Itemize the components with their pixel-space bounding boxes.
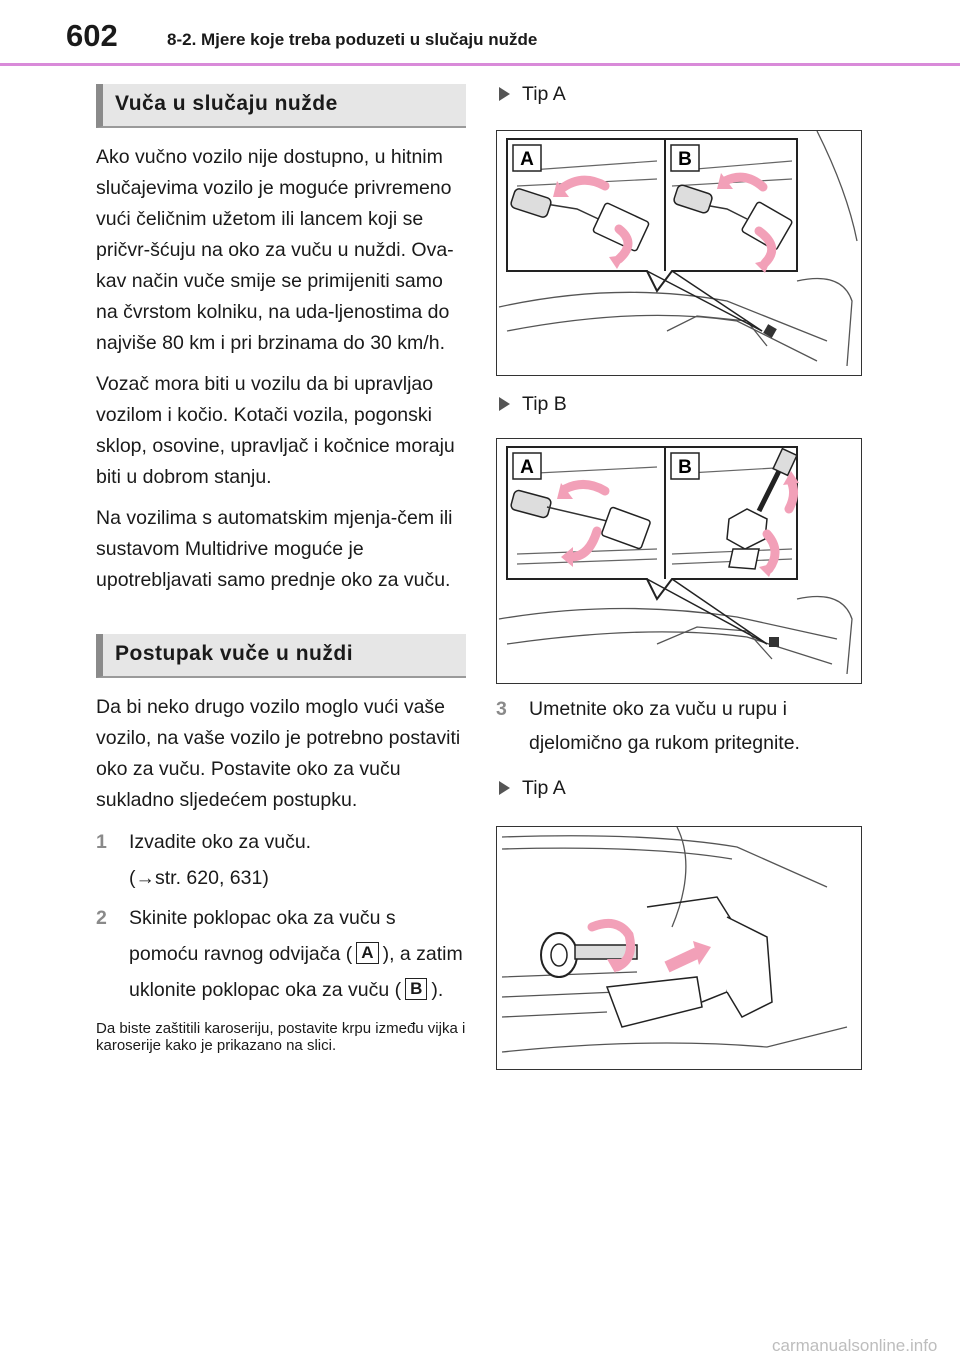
illustration-bumper-cover-b (497, 439, 860, 682)
step-text-b: ), a zatim uklonite poklopac oka za vuču ( (129, 943, 463, 1001)
page-reference: (→str. 620, 631) (129, 867, 269, 889)
paragraph-automatic-transmission: Na vozilima s automatskim mjenja-čem ili sustavom Multidrive moguće je upotrebljavati samo prednje oko za vuču. (96, 507, 453, 591)
paragraph-driver-requirement: Vozač mora biti u vozilu da bi upravljao vozilom i kočio. Kotači vozila, pogonski sklop, osovine, upravljač i kočnice moraju biti u dobrom stanju. (96, 373, 455, 488)
figure-label-a: A (520, 149, 534, 170)
illustration-towing-eye-insertion (497, 827, 860, 1068)
header-divider (0, 63, 960, 66)
figure-label-a: A (520, 457, 534, 478)
tip-a-heading-2: Tip A (496, 774, 866, 802)
step-text-a: Skinite poklopac oka za vuču s pomoću ravnog odvijača ( (129, 907, 396, 965)
tip-a-heading: Tip A (496, 80, 866, 108)
triangle-bullet-icon (499, 397, 510, 411)
figure-label-b: B (678, 149, 692, 170)
step-2 (96, 900, 466, 1008)
label-b-box: B (405, 978, 427, 1000)
triangle-bullet-icon (499, 87, 510, 101)
step-number: 1 (96, 831, 107, 853)
triangle-bullet-icon (499, 781, 510, 795)
figure-label-b: B (678, 457, 692, 478)
tip-b-heading: Tip B (496, 390, 866, 418)
chapter-title: 8-2. Mjere koje treba poduzeti u slučaju nužde (167, 30, 538, 49)
section-heading-towing-procedure (96, 634, 466, 678)
step-text: Umetnite oko za vuču u rupu i djelomično ga rukom pritegnite. (529, 698, 800, 754)
illustration-bumper-cover (497, 131, 860, 374)
step-text: Izvadite oko za vuču. (129, 831, 312, 853)
section-heading-text: Vuča u slučaju nužde (115, 92, 338, 115)
section-heading-text: Postupak vuče u nuždi (115, 642, 354, 665)
section-heading-emergency-towing (96, 84, 466, 128)
figure-tip-a-cover-removal (496, 130, 862, 376)
step-1 (96, 824, 466, 896)
step-3 (496, 692, 866, 760)
left-column (96, 84, 466, 1054)
step-number: 3 (496, 698, 507, 720)
figure-tip-b-cover-removal (496, 438, 862, 684)
protection-note: Da biste zaštitili karoseriju, postavite krpu između vijka i karoserije kako je prikazano na slici. (96, 1020, 466, 1054)
figure-tip-a-eye-insertion (496, 826, 862, 1070)
paragraph-towing-intro: Ako vučno vozilo nije dostupno, u hitnim slučajevima vozilo je moguće privremeno vući čeličnim užetom ili lancem koji se pričvr-šćuju na oko za vuču u nuždi. Ova-kav način vuče smije se primijeniti samo na čvrstom kolniku, na uda-ljenostima do najviše 80 km i pri brzinama do 30 km/h. (96, 146, 454, 354)
step-number: 2 (96, 907, 107, 929)
reference-arrow-icon: → (135, 867, 155, 889)
page-number: 602 (66, 18, 118, 53)
step-text-c: ). (431, 979, 444, 1001)
right-column (496, 80, 866, 1070)
label-a-box: A (356, 942, 378, 964)
watermark: carmanualsonline.info (772, 1336, 938, 1355)
paragraph-procedure-intro: Da bi neko drugo vozilo moglo vući vaše vozilo, na vaše vozilo je potrebno postaviti oko za vuču. Postavite oko za vuču sukladno sljedećem postupku. (96, 696, 461, 811)
